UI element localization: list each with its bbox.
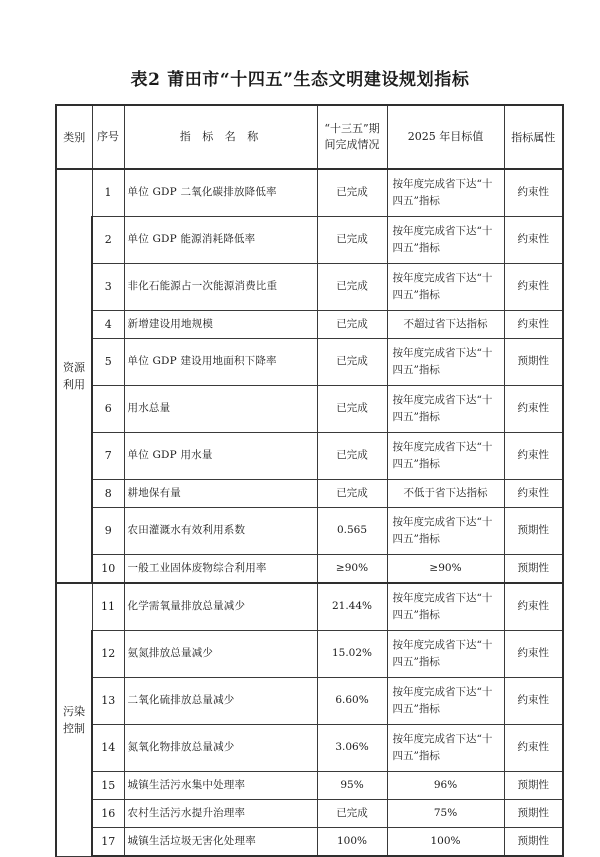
row-number-cell: 1 [92,169,124,217]
target-value-cell: 按年度完成省下达“十四五”指标 [387,508,504,555]
table-row [56,555,563,584]
row-number-cell: 6 [92,386,124,433]
status-cell: 已完成 [317,264,387,311]
target-value-cell: 按年度完成省下达“十四五”指标 [387,583,504,631]
table-row [56,772,563,800]
target-value-cell: 按年度完成省下达“十四五”指标 [387,678,504,725]
row-number-cell: 2 [92,217,124,264]
status-cell: 95% [317,772,387,800]
indicator-name-cell: 用水总量 [124,386,317,433]
indicator-name-cell: 农田灌溉水有效利用系数 [124,508,317,555]
indicator-name-cell: 单位 GDP 能源消耗降低率 [124,217,317,264]
status-cell: 15.02% [317,631,387,678]
status-cell: 已完成 [317,217,387,264]
indicator-name-cell: 一般工业固体废物综合利用率 [124,555,317,584]
attribute-cell: 预期性 [504,508,563,555]
status-cell: 已完成 [317,311,387,339]
row-number-cell: 5 [92,339,124,386]
category-cell: 污染控制 [56,583,92,856]
attribute-cell: 约束性 [504,311,563,339]
column-header-status: “十三五”期间完成情况 [317,105,387,169]
table-row [56,311,563,339]
attribute-cell: 约束性 [504,583,563,631]
column-header-target: 2025 年目标值 [387,105,504,169]
status-cell: 已完成 [317,433,387,480]
indicators-table-container [55,104,562,857]
indicator-name-cell: 化学需氧量排放总量减少 [124,583,317,631]
attribute-cell: 约束性 [504,264,563,311]
attribute-cell: 预期性 [504,555,563,584]
table-row [56,386,563,433]
table-row [56,828,563,857]
row-number-cell: 12 [92,631,124,678]
target-value-cell: 不超过省下达指标 [387,311,504,339]
column-header-no: 序号 [92,105,124,169]
category-cell: 资源利用 [56,169,92,583]
status-cell: 6.60% [317,678,387,725]
table-row [56,217,563,264]
indicator-name-cell: 城镇生活污水集中处理率 [124,772,317,800]
target-value-cell: 不低于省下达指标 [387,480,504,508]
target-value-cell: 按年度完成省下达“十四五”指标 [387,725,504,772]
row-number-cell: 16 [92,800,124,828]
table-row [56,169,563,217]
status-cell: 已完成 [317,480,387,508]
indicator-name-cell: 氮氧化物排放总量减少 [124,725,317,772]
status-cell: 已完成 [317,386,387,433]
status-cell: 已完成 [317,339,387,386]
attribute-cell: 约束性 [504,678,563,725]
target-value-cell: 96% [387,772,504,800]
target-value-cell: 按年度完成省下达“十四五”指标 [387,339,504,386]
table-row [56,339,563,386]
attribute-cell: 约束性 [504,480,563,508]
target-value-cell: 按年度完成省下达“十四五”指标 [387,217,504,264]
target-value-cell: 按年度完成省下达“十四五”指标 [387,386,504,433]
target-value-cell: 100% [387,828,504,857]
table-row [56,480,563,508]
attribute-cell: 预期性 [504,800,563,828]
indicator-name-cell: 新增建设用地规模 [124,311,317,339]
row-number-cell: 17 [92,828,124,857]
table-row [56,631,563,678]
page-title: 表2 莆田市“十四五”生态文明建设规划指标 [130,70,470,90]
table-row [56,264,563,311]
table-row [56,583,563,631]
table-body [56,105,563,856]
status-cell: 100% [317,828,387,857]
column-header-attribute: 指标属性 [504,105,563,169]
table-row [56,800,563,828]
indicator-name-cell: 单位 GDP 二氧化碳排放降低率 [124,169,317,217]
indicator-name-cell: 氨氮排放总量减少 [124,631,317,678]
status-cell: 21.44% [317,583,387,631]
table-header-row [56,105,563,169]
indicator-name-cell: 城镇生活垃圾无害化处理率 [124,828,317,857]
table-row [56,725,563,772]
indicators-table [55,104,564,857]
attribute-cell: 约束性 [504,725,563,772]
indicator-name-cell: 二氧化硫排放总量减少 [124,678,317,725]
target-value-cell: 按年度完成省下达“十四五”指标 [387,169,504,217]
row-number-cell: 7 [92,433,124,480]
row-number-cell: 11 [92,583,124,631]
column-header-category: 类别 [56,105,92,169]
attribute-cell: 约束性 [504,386,563,433]
target-value-cell: 按年度完成省下达“十四五”指标 [387,433,504,480]
row-number-cell: 9 [92,508,124,555]
status-cell: 已完成 [317,169,387,217]
attribute-cell: 预期性 [504,828,563,857]
target-value-cell: 按年度完成省下达“十四五”指标 [387,631,504,678]
indicator-name-cell: 非化石能源占一次能源消费比重 [124,264,317,311]
status-cell: 已完成 [317,800,387,828]
attribute-cell: 约束性 [504,631,563,678]
status-cell: 3.06% [317,725,387,772]
target-value-cell: 75% [387,800,504,828]
attribute-cell: 约束性 [504,169,563,217]
indicator-name-cell: 农村生活污水提升治理率 [124,800,317,828]
indicator-name-cell: 单位 GDP 建设用地面积下降率 [124,339,317,386]
table-row [56,433,563,480]
row-number-cell: 14 [92,725,124,772]
row-number-cell: 13 [92,678,124,725]
table-row [56,678,563,725]
row-number-cell: 15 [92,772,124,800]
row-number-cell: 8 [92,480,124,508]
column-header-name: 指 标 名 称 [124,105,317,169]
row-number-cell: 3 [92,264,124,311]
attribute-cell: 约束性 [504,217,563,264]
row-number-cell: 4 [92,311,124,339]
attribute-cell: 预期性 [504,339,563,386]
indicator-name-cell: 耕地保有量 [124,480,317,508]
indicator-name-cell: 单位 GDP 用水量 [124,433,317,480]
attribute-cell: 约束性 [504,433,563,480]
target-value-cell: 按年度完成省下达“十四五”指标 [387,264,504,311]
row-number-cell: 10 [92,555,124,584]
status-cell: ≥90% [317,555,387,584]
target-value-cell: ≥90% [387,555,504,584]
attribute-cell: 预期性 [504,772,563,800]
table-row [56,508,563,555]
status-cell: 0.565 [317,508,387,555]
